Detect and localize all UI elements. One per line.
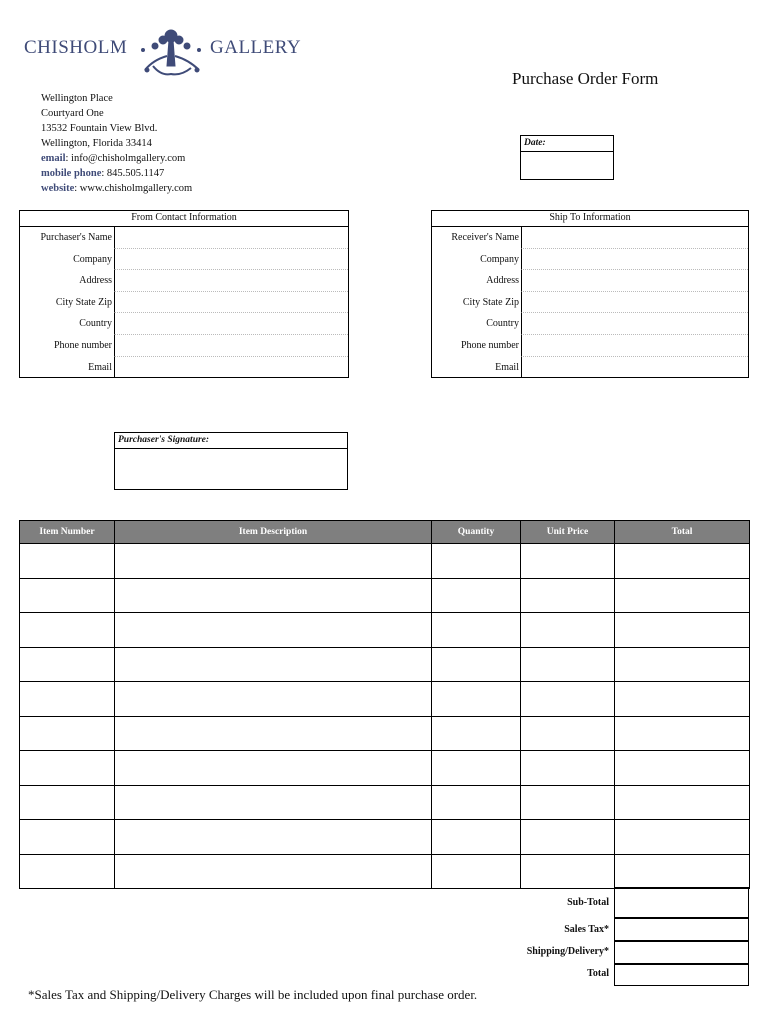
quantity-cell[interactable] [432, 544, 521, 579]
ship-phone-field[interactable] [521, 335, 748, 357]
table-row [20, 751, 750, 786]
ship-to-box [431, 210, 749, 378]
column-header: Item Description [115, 521, 432, 544]
shipping-label: Shipping/Delivery* [526, 946, 609, 957]
total-cell[interactable] [615, 578, 750, 613]
form-row [432, 227, 748, 249]
website-label: website [41, 183, 75, 194]
total-cell[interactable] [615, 647, 750, 682]
signature-field[interactable] [115, 449, 347, 490]
receiver-name-field[interactable] [521, 227, 748, 249]
unit-price-cell[interactable] [521, 785, 615, 820]
form-row [20, 357, 348, 379]
item-description-cell[interactable] [115, 613, 432, 648]
subtotal-label: Sub-Total [567, 897, 609, 908]
quantity-cell[interactable] [432, 613, 521, 648]
from-company-field[interactable] [114, 249, 348, 271]
field-label: Email [88, 361, 112, 373]
field-label: Company [73, 253, 112, 265]
item-description-cell[interactable] [115, 647, 432, 682]
total-cell[interactable] [615, 682, 750, 717]
column-header: Unit Price [521, 521, 615, 544]
unit-price-cell[interactable] [521, 751, 615, 786]
table-row [20, 785, 750, 820]
quantity-cell[interactable] [432, 578, 521, 613]
item-number-cell[interactable] [20, 716, 115, 751]
table-row [20, 682, 750, 717]
column-header: Total [615, 521, 750, 544]
from-address-field[interactable] [114, 270, 348, 292]
address-line: 13532 Fountain View Blvd. [41, 123, 158, 134]
signature-label: Purchaser's Signature: [115, 433, 347, 449]
form-row [432, 249, 748, 271]
field-label: Country [486, 318, 519, 330]
field-label: Country [79, 318, 112, 330]
from-contact-header: From Contact Information [20, 211, 348, 227]
table-row [20, 716, 750, 751]
sales-tax-label: Sales Tax* [564, 924, 609, 935]
item-description-cell[interactable] [115, 751, 432, 786]
footer-note: *Sales Tax and Shipping/Delivery Charges will be included upon final purchase order. [28, 987, 478, 1002]
logo-text-gallery: GALLERY [210, 37, 302, 58]
table-row [20, 647, 750, 682]
table-row [20, 854, 750, 889]
address-line: Wellington, Florida 33414 [41, 138, 152, 149]
signature-box [114, 432, 348, 490]
unit-price-cell[interactable] [521, 854, 615, 889]
quantity-cell[interactable] [432, 647, 521, 682]
form-row [432, 335, 748, 357]
quantity-cell[interactable] [432, 682, 521, 717]
unit-price-cell[interactable] [521, 613, 615, 648]
from-phone-field[interactable] [114, 335, 348, 357]
field-label: Company [480, 253, 519, 265]
ship-city-state-zip-field[interactable] [521, 292, 748, 314]
unit-price-cell[interactable] [521, 682, 615, 717]
unit-price-cell[interactable] [521, 544, 615, 579]
item-number-cell[interactable] [20, 820, 115, 855]
unit-price-cell[interactable] [521, 578, 615, 613]
date-label: Date: [521, 136, 613, 152]
phone-value: : 845.505.1147 [101, 168, 165, 179]
quantity-cell[interactable] [432, 854, 521, 889]
address-block [41, 91, 192, 196]
form-row [20, 227, 348, 249]
purchaser-name-field[interactable] [114, 227, 348, 249]
item-number-cell[interactable] [20, 613, 115, 648]
total-cell[interactable] [615, 716, 750, 751]
sales-tax-field[interactable] [614, 918, 749, 941]
address-line: Wellington Place [41, 93, 113, 104]
total-cell[interactable] [615, 820, 750, 855]
item-description-cell[interactable] [115, 854, 432, 889]
email-label: email [41, 153, 66, 164]
form-row [20, 292, 348, 314]
from-email-field[interactable] [114, 357, 348, 379]
table-row [20, 820, 750, 855]
form-row [432, 313, 748, 335]
address-line: Courtyard One [41, 108, 104, 119]
email-line [41, 151, 192, 166]
field-label: City State Zip [55, 296, 112, 308]
ship-to-header: Ship To Information [432, 211, 748, 227]
from-city-state-zip-field[interactable] [114, 292, 348, 314]
shipping-field[interactable] [614, 941, 749, 964]
website-value[interactable]: : www.chisholmgallery.com [74, 183, 193, 194]
total-field[interactable] [614, 964, 749, 986]
form-row [20, 335, 348, 357]
total-cell[interactable] [615, 785, 750, 820]
item-number-cell[interactable] [20, 682, 115, 717]
field-label: City State Zip [462, 296, 519, 308]
item-description-cell[interactable] [115, 578, 432, 613]
table-row [20, 578, 750, 613]
form-row [432, 292, 748, 314]
website-line [41, 181, 192, 196]
logo-text-chisholm: CHISHOLM [24, 37, 128, 58]
form-row [20, 313, 348, 335]
item-number-cell[interactable] [20, 854, 115, 889]
item-number-cell[interactable] [20, 647, 115, 682]
ship-address-field[interactable] [521, 270, 748, 292]
field-label: Purchaser's Name [40, 232, 112, 243]
item-number-cell[interactable] [20, 751, 115, 786]
table-header-row [20, 521, 750, 544]
total-cell[interactable] [615, 544, 750, 579]
total-cell[interactable] [615, 854, 750, 889]
page-title: Purchase Order Form [512, 69, 659, 88]
item-number-cell[interactable] [20, 578, 115, 613]
phone-line [41, 166, 192, 181]
item-description-cell[interactable] [115, 820, 432, 855]
ship-email-field[interactable] [521, 357, 748, 379]
item-description-cell[interactable] [115, 716, 432, 751]
unit-price-cell[interactable] [521, 716, 615, 751]
field-label: Address [79, 275, 112, 287]
field-label: Email [495, 361, 519, 373]
item-description-cell[interactable] [115, 785, 432, 820]
items-table [19, 520, 750, 889]
from-contact-box [19, 210, 349, 378]
field-label: Phone number [460, 339, 519, 351]
field-label: Phone number [53, 339, 112, 351]
tree-emblem-icon [133, 26, 209, 80]
ship-country-field[interactable] [521, 313, 748, 335]
item-description-cell[interactable] [115, 544, 432, 579]
field-label: Receiver's Name [451, 232, 519, 243]
form-row [20, 270, 348, 292]
form-row [432, 357, 748, 379]
form-row [20, 249, 348, 271]
total-label: Total [587, 968, 609, 979]
ship-company-field[interactable] [521, 249, 748, 271]
item-number-cell[interactable] [20, 785, 115, 820]
total-cell[interactable] [615, 751, 750, 786]
field-label: Address [486, 275, 519, 287]
item-description-cell[interactable] [115, 682, 432, 717]
date-field[interactable] [521, 152, 613, 180]
phone-label: mobile phone [41, 168, 102, 179]
quantity-cell[interactable] [432, 820, 521, 855]
unit-price-cell[interactable] [521, 647, 615, 682]
date-box [520, 135, 614, 180]
table-row [20, 613, 750, 648]
from-country-field[interactable] [114, 313, 348, 335]
unit-price-cell[interactable] [521, 820, 615, 855]
subtotal-field[interactable] [614, 887, 749, 918]
column-header: Quantity [432, 521, 521, 544]
quantity-cell[interactable] [432, 785, 521, 820]
email-value[interactable]: : info@chisholmgallery.com [65, 153, 186, 164]
item-number-cell[interactable] [20, 544, 115, 579]
quantity-cell[interactable] [432, 751, 521, 786]
quantity-cell[interactable] [432, 716, 521, 751]
table-row [20, 544, 750, 579]
form-row [432, 270, 748, 292]
total-cell[interactable] [615, 613, 750, 648]
column-header: Item Number [20, 521, 115, 544]
